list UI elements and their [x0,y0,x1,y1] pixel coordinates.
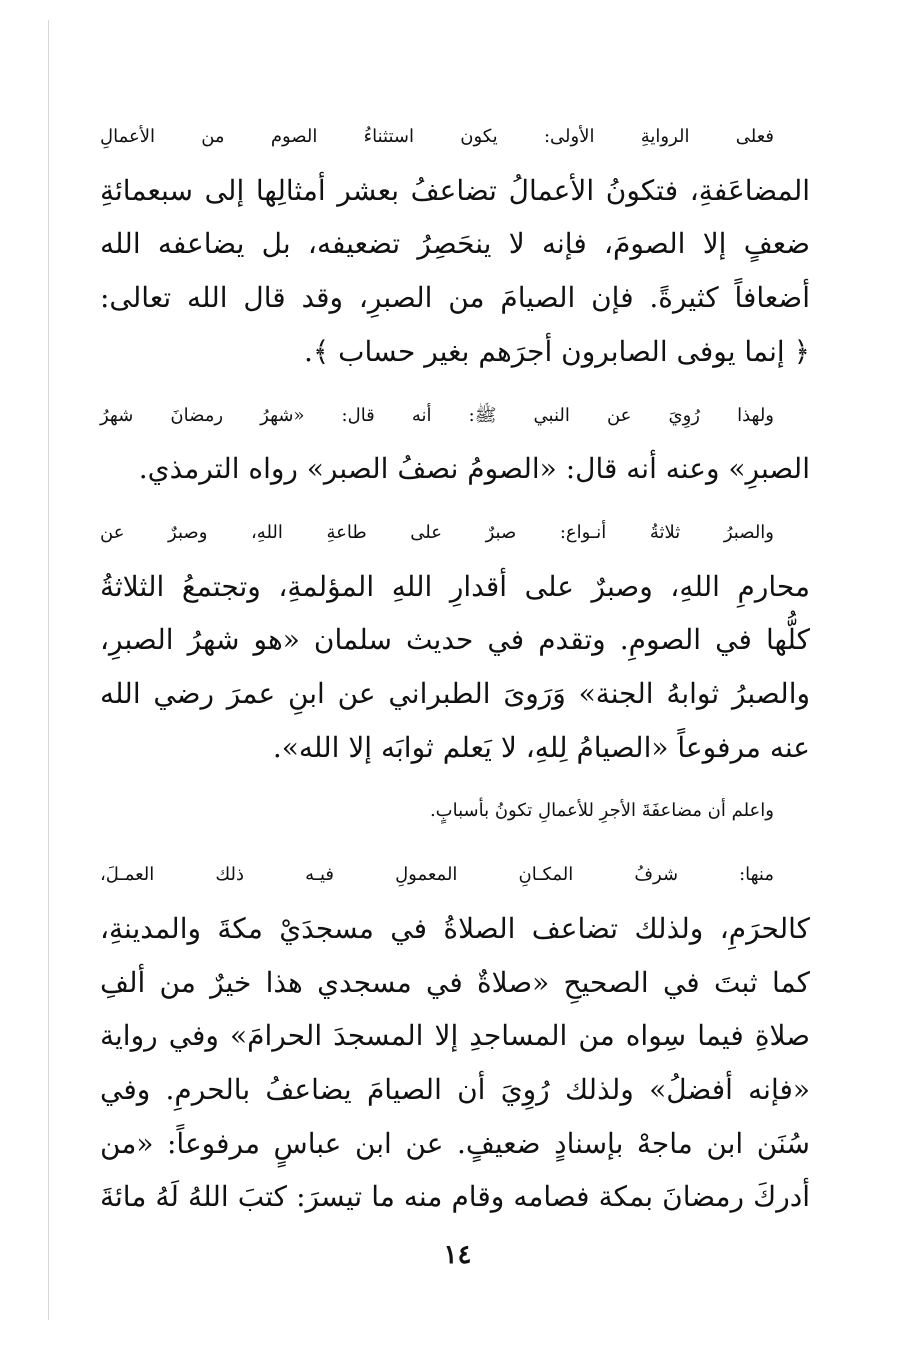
text-line: الصبرِ» وعنه أنه قال: «الصومُ نصفُ الصبر» رواه الترمذي. [138,452,810,486]
text-line: واعلم أن مضاعفَةَ الأجرِ للأعمالِ تكونُ بأسبابٍ. [429,800,774,822]
text-line: سُنَن ابن ماجهْ بإسنادٍ ضعيفٍ. عن ابن عباسٍ مرفوعاً: «من [100,1126,810,1160]
text-line: عنه مرفوعاً «الصيامُ لِلهِ، لا يَعلم ثوابَه إلا الله». [272,730,810,764]
text-line: صلاةِ فيما سِواه من المساجدِ إلا المسجدَ الحرامَ» وفي رواية [100,1019,810,1053]
paragraph-3 [100,506,810,775]
text-line: كلُّها في الصومِ. وتقدم في حديث سلمان «هو شهرُ الصبرِ، [100,623,810,657]
text-line: «فإنه أفضلُ» ولذلك رُوِيَ أن الصيامَ يضاعفُ بالحرمِ. وفي [100,1072,810,1106]
paragraph-4 [100,784,810,838]
text-line: ولهذا رُوِيَ عن النبي ﷺ: أنه قال: «شهرُ رمضانَ شهرُ [100,404,774,426]
text-line: والصبرُ ثوابهُ الجنة» وَرَوىَ الطبراني عن ابنِ عمرَ رضي الله [100,677,810,711]
paragraph-1 [100,110,810,379]
text-line: منها: شرفُ المكـانِ المعمولِ فيـه ذلك العمـلَ، [100,864,774,886]
text-line: ﴿ إنما يوفى الصابرون أجرَهم بغير حساب ﴾. [303,334,810,368]
page-edge-line [48,20,49,1320]
page-number: ١٤ [443,1240,472,1270]
body-text [100,110,810,1224]
paragraph-2 [100,389,810,496]
text-line: المضاعَفةِ، فتكونُ الأعمالُ تضاعفُ بعشر أمثالِها إلى سبعمائةِ [100,173,810,207]
text-line: كما ثبتَ في الصحيحِ «صلاةٌ في مسجدي هذا خيرٌ من ألفِ [100,965,810,999]
text-line: والصبرُ ثلاثةُ أنـواع: صبرٌ على طاعةِ اللهِ، وصبرٌ عن [100,521,774,543]
text-line: أدركَ رمضانَ بمكة فصامه وقام منه ما تيسرَ: كتبَ اللهُ لَهُ مائةَ [100,1180,810,1214]
text-line: كالحرَمِ، ولذلك تضاعف الصلاةُ في مسجدَيْ مكةَ والمدينةِ، [100,911,810,945]
paragraph-5 [100,848,810,1224]
text-line: فعلى الروايةِ الأولى: يكون استثناءُ الصوم من الأعمالِ [100,126,774,147]
text-line: أضعافاً كثيرةً. فإن الصيامَ من الصبرِ، وقد قال الله تعالى: [100,281,810,315]
text-line: ضعفٍ إلا الصومَ، فإنه لا ينحَصِرُ تضعيفه، بل يضاعفه الله [100,227,810,261]
text-line: محارمِ اللهِ، وصبرٌ على أقدارِ اللهِ المؤلمةِ، وتجتمعُ الثلاثةُ [100,569,810,603]
